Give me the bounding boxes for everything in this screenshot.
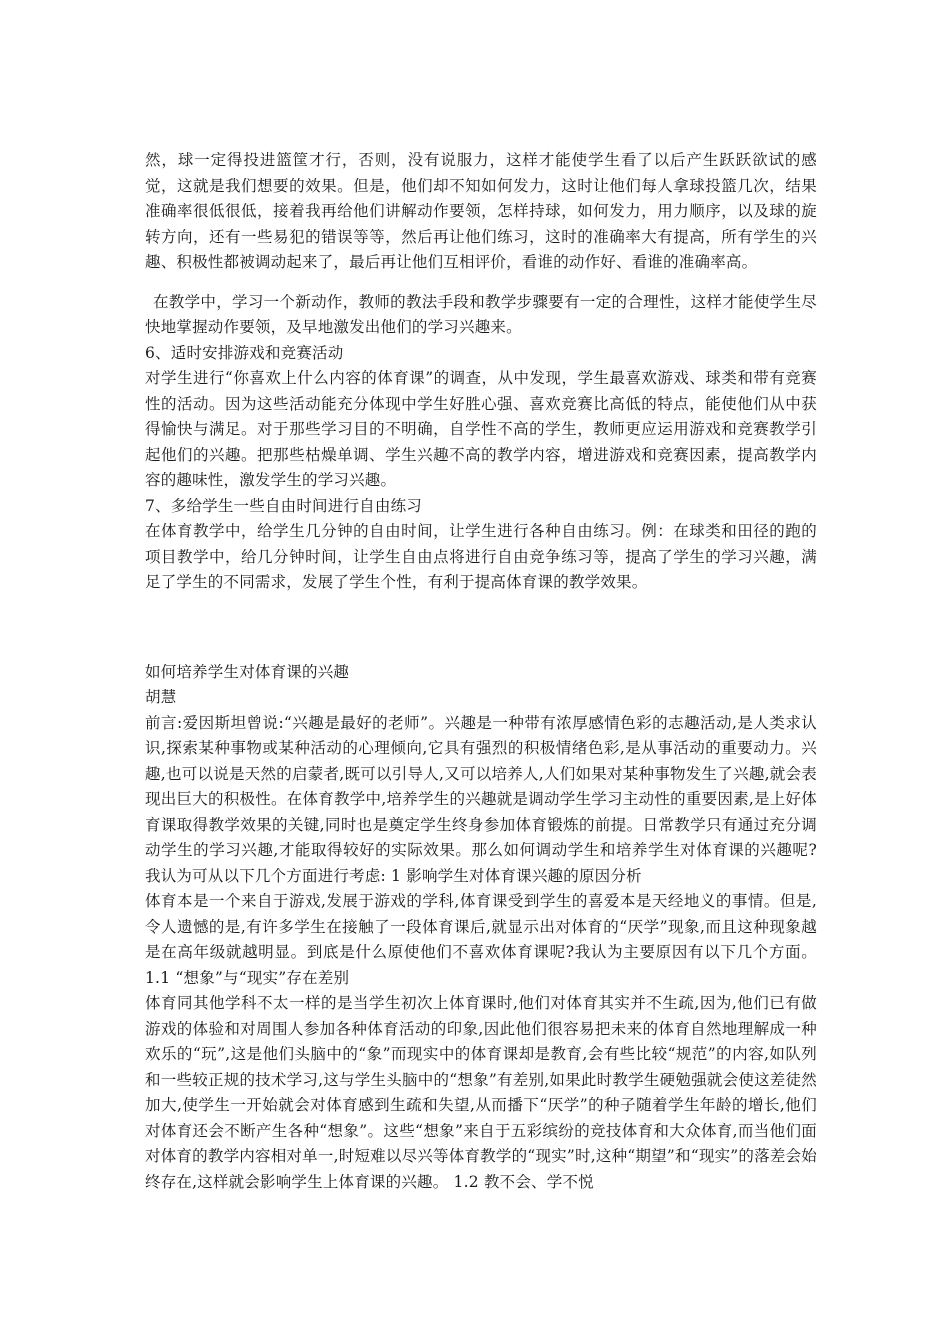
body-paragraph: 前言:爱因斯坦曾说:“兴趣是最好的老师”。兴趣是一种带有浓厚感情色彩的志趣活动,是人类求认识,探索某种事物或某种活动的心理倾向,它具有强烈的积极情绪色彩,是从事活动的重要动力。兴趣,也可以说是天然的启蒙者,既可以引导人,又可以培养人,人们如果对某种事物发生了兴趣,就会表现出巨大的积极性。在体育教学中,培养学生的兴趣就是调动学生学习主动性的重要因素,是上好体育课取得教学效果的关键,同时也是奠定学生终身参加体育锻炼的前提。日常教学只有通过充分调动学生的学习兴趣,才能取得较好的实际效果。那么如何调动学生和培养学生对体育课的兴趣呢?我认为可从以下几个方面进行考虑: 1 影响学生对体育课兴趣的原因分析 xyxy=(145,713,817,885)
body-paragraph: 在体育教学中，给学生几分钟的自由时间，让学生进行各种自由练习。例：在球类和田径的跑的项目教学中，给几分钟时间，让学生自由点将进行自由竞争练习等，提高了学生的学习兴趣，满足了学生的不同需求，发展了学生个性，有利于提高体育课的教学效果。 xyxy=(145,522,817,591)
body-paragraph: 体育本是一个来自于游戏,发展于游戏的学科,体育课受到学生的喜爱本是天经地义的事情。但是,令人遗憾的是,有许多学生在接触了一段体育课后,就显示出对体育的“厌学”现象,而且这种现象越是在高年级就越明显。到底是什么原使他们不喜欢体育课呢?我认为主要原因有以下几个方面。 1.1 “想象”与“现实”存在差别 xyxy=(145,892,817,987)
section-heading: 7、多给学生一些自由时间进行自由练习 xyxy=(145,496,422,515)
body-paragraph: 体育同其他学科不太一样的是当学生初次上体育课时,他们对体育其实并不生疏,因为,他们已有做游戏的体验和对周围人参加各种体育活动的印象,因此他们很容易把未来的体育自然地理解成一种欢乐的“玩”,这是他们头脑中的“象”而现实中的体育课却是教育,会有些比较“规范”的内容,如队列和一些较正规的技术学习,这与学生头脑中的“想象”有差别,如果此时教学生硬勉强就会使这差徒然加大,使学生一开始就会对体育感到生疏和失望,从而播下“厌学”的种子随着学生年龄的增长,他们对体育还会不断产生各种“想象”。这些“想象”来自于五彩缤纷的竞技体育和大众体育,而当他们面对体育的教学内容相对单一,时短难以尽兴等体育教学的“现实”时,这种“期望”和“现实”的落差会始终存在,这样就会影响学生上体育课的兴趣。 1.2 教不会、学不悦 xyxy=(145,994,817,1191)
body-paragraph: 对学生进行“你喜欢上什么内容的体育课”的调查，从中发现，学生最喜欢游戏、球类和带有竞赛性的活动。因为这些活动能充分体现中学生好胜心强、喜欢竞赛比高低的特点，能使他们从中获得愉快与满足。对于那些学习目的不明确，自学性不高的学生，教师更应运用游戏和竞赛教学引起他们的兴趣。把那些枯燥单调、学生兴趣不高的教学内容，增进游戏和竞赛因素，提高教学内容的趣味性，激发学生的学习兴趣。 xyxy=(145,369,817,489)
paragraph-spacer xyxy=(145,276,817,290)
document-page xyxy=(145,148,817,1195)
article-author: 胡慧 xyxy=(145,688,177,706)
body-paragraph: 在教学中，学习一个新动作，教师的教法手段和教学步骤要有一定的合理性，这样才能使学生尽快地掌握动作要领，及早地激发出他们的学习兴趣来。 xyxy=(145,292,817,336)
article-title: 如何培养学生对体育课的兴趣 xyxy=(145,662,350,681)
body-paragraph: 然，球一定得投进篮筐才行，否则，没有说服力，这样才能使学生看了以后产生跃跃欲试的感觉，这就是我们想要的效果。但是，他们却不知如何发力，这时让他们每人拿球投篮几次，结果准确率很低很低，接着我再给他们讲解动作要领，怎样持球，如何发力，用力顺序，以及球的旋转方向，还有一些易犯的错误等等，然后再让他们练习，这时的准确率大有提高，所有学生的兴趣、积极性都被调动起来了，最后再让他们互相评价，看谁的动作好、看谁的准确率高。 xyxy=(145,151,817,271)
section-spacer xyxy=(145,596,817,660)
section-heading: 6、适时安排游戏和竞赛活动 xyxy=(145,343,344,362)
